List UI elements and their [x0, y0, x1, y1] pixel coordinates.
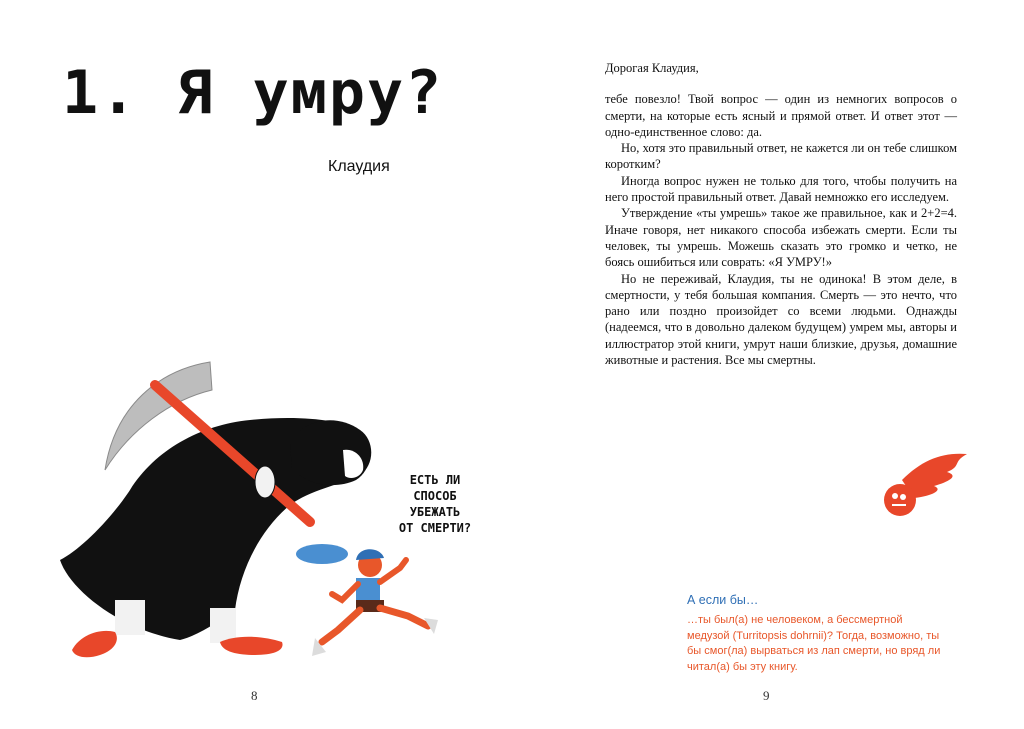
speech-bubble	[375, 472, 495, 536]
jellyfish-eye-left	[892, 493, 898, 499]
letter-body	[605, 60, 957, 368]
speech-line: УБЕЖАТЬ	[409, 505, 461, 519]
jellyfish-bell	[884, 484, 916, 516]
reaper-leg-left	[115, 600, 145, 635]
sidebar-title: А если бы…	[687, 593, 759, 607]
jellyfish-illustration	[872, 450, 972, 520]
page-number-left: 8	[251, 688, 258, 703]
letter-paragraph: Но, хотя это правильный ответ, не кажется ли он тебе слишком коротким?	[605, 141, 957, 172]
letter-paragraph: Иногда вопрос нужен не только для того, чтобы получить на него простой правильный ответ. Давай немножко его исследуем.	[605, 173, 957, 205]
girl-hair	[296, 544, 348, 564]
reaper-hand	[255, 466, 275, 498]
sidebar-text: …ты был(а) не человеком, а бессмертной медузой (Turritopsis dohrnii)? Тогда, возможно, ты бы смог(ла) вырваться из лап смерти, но вряд ли читал(а) бы эту книгу.	[687, 614, 941, 673]
letter-salutation: Дорогая Клаудия,	[605, 61, 699, 75]
jellyfish-eye-right	[900, 494, 906, 500]
what-if-sidebar	[687, 593, 947, 675]
girl-leg-front	[380, 608, 428, 626]
girl-leg-back	[322, 610, 360, 642]
asker-name: Клаудия	[328, 158, 390, 175]
speech-line: ОТ СМЕРТИ?	[398, 521, 472, 535]
speech-line: СПОСОБ	[413, 489, 457, 503]
letter-paragraph: тебе повезло! Твой вопрос — один из немногих вопросов о смерти, на которые есть ясный и прямой ответ. И ответ этот — одно-единственное слово: да.	[605, 92, 957, 139]
reaper-shoe-left	[72, 631, 117, 657]
chapter-title: 1. Я умру?	[62, 58, 444, 128]
right-page	[512, 0, 1024, 729]
girl-arm-back	[332, 584, 358, 600]
page-number-right: 9	[763, 688, 770, 703]
reaper-shoe-right	[220, 637, 283, 655]
letter-paragraph: Утверждение «ты умрешь» такое же правильное, как и 2+2=4. Иначе говоря, нет никакого способа избежать смерти. Если ты человек, ты умрешь. Можешь сказать это громко и четко, не боясь ошибиться или соврать: «Я УМРУ!»	[605, 206, 957, 270]
speech-line: ЕСТЬ ЛИ	[409, 473, 461, 487]
reaper-leg-right	[210, 608, 236, 643]
letter-paragraph: Но не переживай, Клаудия, ты не одинока! В этом деле, в смертности, у тебя большая компания. Смерть — это нечто, что рано или поздно произойдет со всеми людьми. Однажды (надеемся, что в довольно далеком будущем) умрем мы, авторы и иллюстратор этой книги, умрут наши близкие, друзья, домашние животные и растения. Все мы смертны.	[605, 271, 957, 368]
girl-arm-front	[380, 560, 406, 582]
